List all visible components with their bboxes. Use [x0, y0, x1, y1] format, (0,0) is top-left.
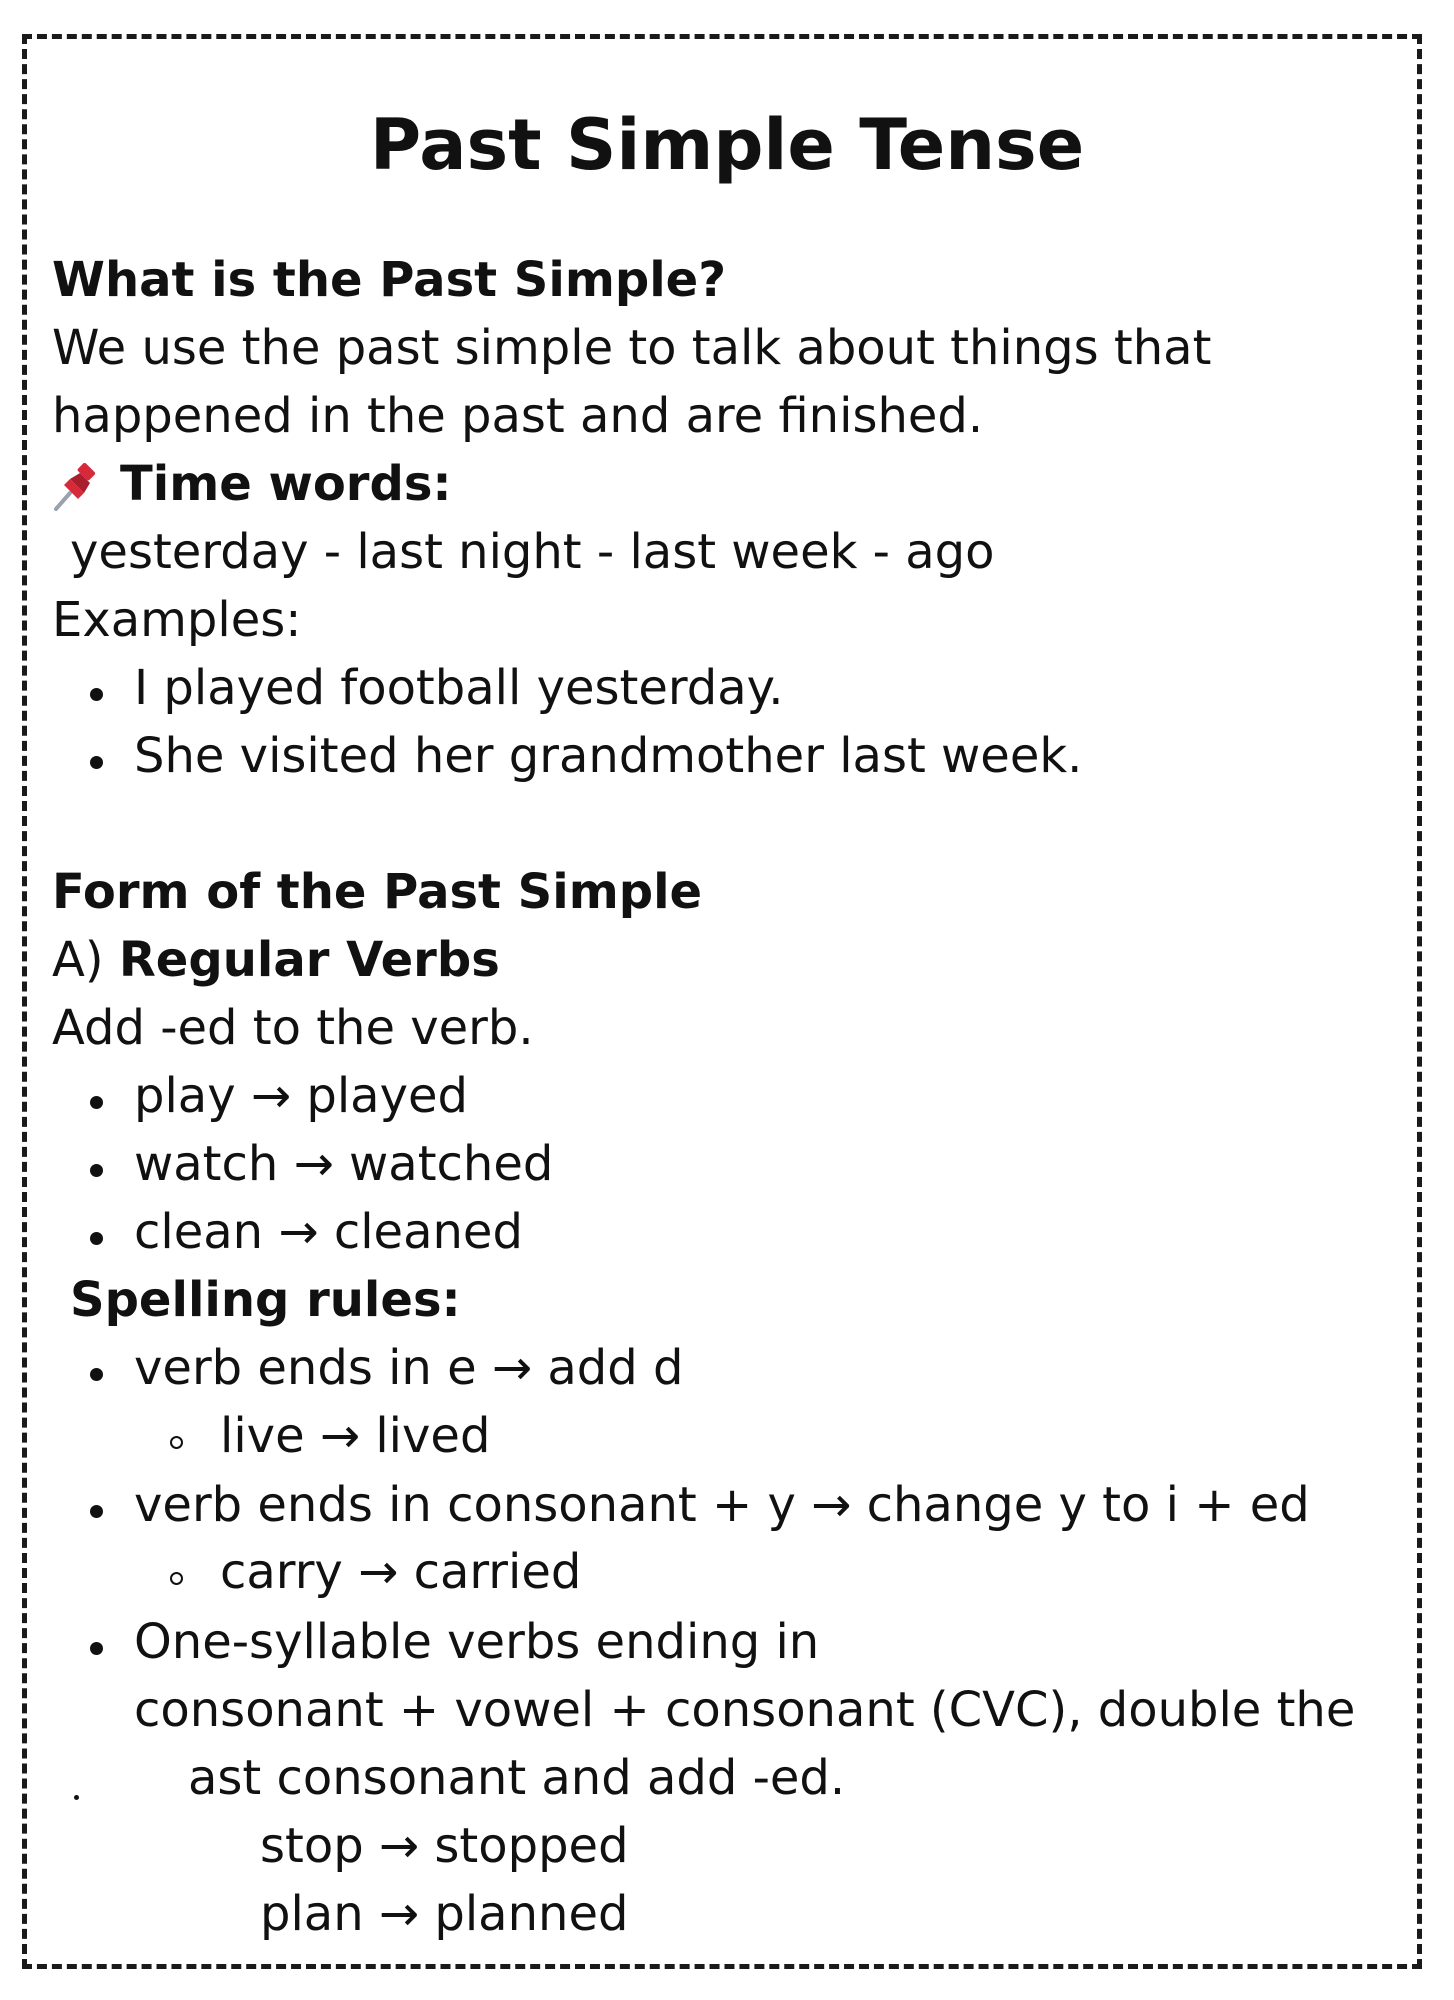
spelling-rule-3-line2: consonant + vowel + consonant (CVC), double the: [134, 1682, 1356, 1738]
stray-dot: [74, 1795, 79, 1800]
bullet-icon: [90, 1164, 103, 1177]
pushpin-icon: [50, 463, 100, 513]
verb-item-3: clean → cleaned: [134, 1204, 523, 1260]
regular-verbs-rule: Add -ed to the verb.: [52, 1000, 534, 1056]
form-heading: Form of the Past Simple: [52, 864, 703, 920]
spelling-rule-3-line3: ast consonant and add -ed.: [188, 1750, 846, 1806]
intro-text-line1: We use the past simple to talk about things that: [52, 320, 1212, 376]
spelling-rule-3-line1: One-syllable verbs ending in: [134, 1614, 820, 1670]
verb-item-1: play → played: [134, 1068, 468, 1124]
sub-bullet-icon: [170, 1572, 183, 1585]
verb-item-2: watch → watched: [134, 1136, 554, 1192]
spelling-rules-heading: Spelling rules:: [70, 1272, 461, 1328]
bullet-icon: [90, 756, 103, 769]
spelling-rule-3-example-1: stop → stopped: [260, 1818, 629, 1874]
bullet-icon: [90, 1368, 103, 1381]
spelling-rule-3-example-2: plan → planned: [260, 1886, 629, 1942]
intro-text-line2: happened in the past and are finished.: [52, 388, 984, 444]
sub-bullet-icon: [170, 1436, 183, 1449]
spelling-rule-1-example: live → lived: [220, 1408, 491, 1464]
bullet-icon: [90, 1642, 103, 1655]
examples-label: Examples:: [52, 592, 302, 648]
bullet-icon: [90, 1505, 103, 1518]
spelling-rule-2: verb ends in consonant + y → change y to i + ed: [134, 1477, 1310, 1533]
spelling-rule-1: verb ends in e → add d: [134, 1340, 684, 1396]
spelling-rule-2-example: carry → carried: [220, 1544, 582, 1600]
intro-heading: What is the Past Simple?: [52, 252, 727, 308]
bullet-icon: [90, 1232, 103, 1245]
time-words-heading: Time words:: [120, 456, 452, 512]
time-words-list: yesterday - last night - last week - ago: [70, 524, 995, 580]
regular-verbs-heading: [52, 930, 500, 990]
page-title: Past Simple Tense: [369, 104, 1085, 186]
section-title: Regular Verbs: [118, 932, 500, 988]
example-item-1: I played football yesterday.: [134, 660, 784, 716]
section-prefix: A): [52, 932, 104, 988]
bullet-icon: [90, 1096, 103, 1109]
bullet-icon: [90, 688, 103, 701]
example-item-2: She visited her grandmother last week.: [134, 728, 1083, 784]
